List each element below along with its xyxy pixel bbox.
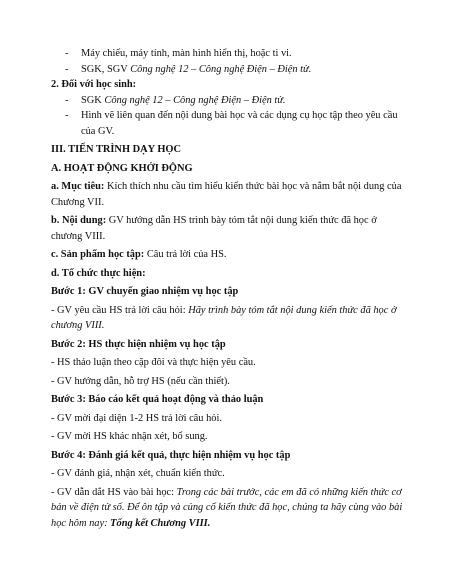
part-a-title: A. HOẠT ĐỘNG KHỞI ĐỘNG — [51, 162, 193, 174]
step2-line: - HS thảo luận theo cặp đôi và thực hiện yêu cầu. — [51, 357, 256, 368]
step1-title: Bước 1: GV chuyển giao nhiệm vụ học tập — [51, 286, 239, 297]
step4-title: Bước 4: Đánh giá kết quả, thực hiện nhiệm vụ học tập — [51, 449, 291, 461]
product-paragraph: c. Sản phẩm học tập: Câu trả lời của HS. — [51, 249, 227, 260]
student-item: - SGK Công nghệ 12 – Công nghệ Điện – Điện tử. — [65, 94, 286, 106]
content-paragraph: b. Nội dung: GV hướng dẫn HS trình bày tóm tắt nội dung kiến thức đã học ở chương VIII. — [51, 215, 377, 242]
step3-line: - GV mời HS khác nhận xét, bổ sung. — [51, 431, 208, 442]
document-page — [51, 46, 403, 531]
equipment-item: - SGK, SGV Công nghệ 12 – Công nghệ Điện – Điện tử. — [65, 63, 312, 75]
equipment-item: - Máy chiếu, máy tính, màn hình hiển thị, hoặc ti vi. — [65, 48, 292, 59]
step3-line: - GV mời đại diện 1-2 HS trả lời câu hỏi. — [51, 412, 222, 424]
student-item: - Hình vẽ liên quan đến nội dung bài học và các dụng cụ học tập theo yêu cầu của GV. — [65, 110, 398, 137]
objective-paragraph: a. Mục tiêu: Kích thích nhu cầu tìm hiểu kiến thức bài học và nắm bắt nội dung của Chương VII. — [51, 181, 402, 208]
step1-paragraph: - GV yêu cầu HS trả lời câu hỏi: Hãy trình bày tóm tắt nội dung kiến thức đã học ở chương VIII. — [51, 304, 397, 331]
section-title: III. TIẾN TRÌNH DẠY HỌC — [51, 144, 182, 155]
students-heading: 2. Đối với học sinh: — [51, 79, 137, 90]
organization-heading: d. Tổ chức thực hiện: — [51, 267, 146, 279]
step4-paragraph: - GV dẫn dắt HS vào bài học: Trong các bài trước, các em đã có những kiến thức cơ bản về điện tử số. Để ôn tập và củng cố kiến thức đã học, chúng ta hãy cùng vào bài học hôm nay: Tổng kết Chương VIII. — [51, 486, 403, 529]
step2-title: Bước 2: HS thực hiện nhiệm vụ học tập — [51, 338, 226, 350]
step2-line: - GV hướng dẫn, hỗ trợ HS (nếu cần thiết). — [51, 375, 230, 387]
step4-line: - GV đánh giá, nhận xét, chuẩn kiến thức. — [51, 468, 225, 479]
step3-title: Bước 3: Báo cáo kết quả hoạt động và thảo luận — [51, 394, 264, 405]
equipment-item-text: Máy chiếu, máy tính, màn hình hiển thị, hoặc ti vi. — [81, 48, 292, 59]
